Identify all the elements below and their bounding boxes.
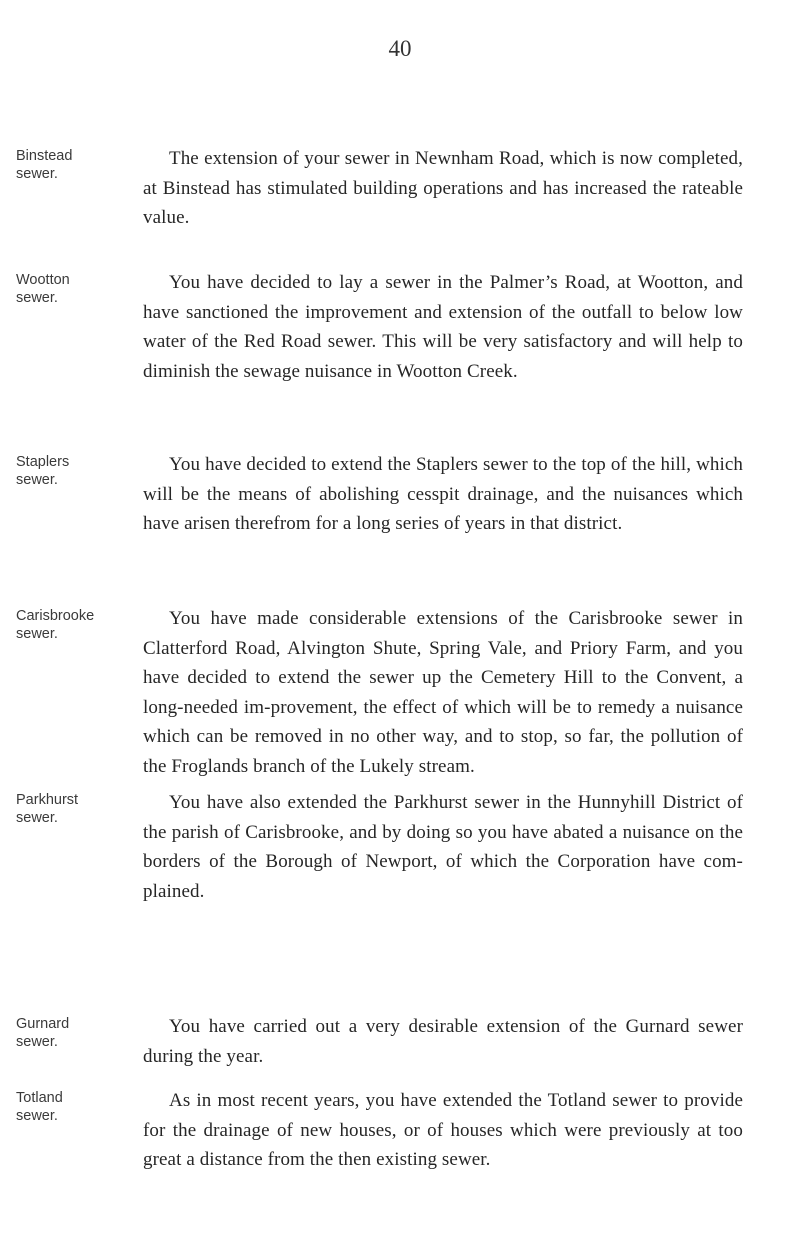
margin-note-line: sewer. [16,626,58,642]
margin-note-line: Staplers [16,454,70,470]
margin-note-line: sewer. [16,1034,58,1050]
margin-note-line: Carisbrooke [16,608,95,624]
margin-note [16,271,130,307]
margin-note-line: Gurnard [16,1016,70,1032]
margin-note-line: sewer. [16,1108,58,1124]
margin-note-line: sewer. [16,290,58,306]
margin-note [16,1089,130,1125]
body-paragraph: You have decided to lay a sewer in the Palmer’s Road, at Wootton, and have sanctioned the improvement and extension of the outfall to below low water of the Red Road sewer. This will be very satisfactory and will help to diminish the sewage nuisance in Wootton Creek. [143,272,743,382]
margin-note-line: sewer. [16,810,58,826]
margin-note-line: Binstead [16,148,73,164]
body-paragraph: You have carried out a very desirable extension of the Gurnard sewer during the year. [143,1016,743,1067]
margin-note [16,791,130,827]
margin-note [16,607,130,643]
margin-note [16,1015,130,1051]
body-paragraph: The extension of your sewer in Newnham Road, which is now completed, at Binstead has stimulated building operations and has increased the rateable value. [143,148,743,228]
margin-note-line: Parkhurst [16,792,79,808]
margin-note-line: Wootton [16,272,70,288]
margin-note [16,453,130,489]
page-number: 40 [388,36,412,61]
body-paragraph: You have decided to extend the Staplers sewer to the top of the hill, which will be the means of abolishing cesspit drainage, and the nuisances which have arisen therefrom for a long series of years in that district. [143,454,743,534]
margin-note [16,147,130,183]
margin-note-line: Totland [16,1090,63,1106]
body-paragraph: You have also extended the Parkhurst sewer in the Hunnyhill District of the parish of Carisbrooke, and by doing so you have abated a nuisance on the borders of the Borough of Newport, of which the Corporation have com-plained. [143,792,743,902]
body-paragraph: As in most recent years, you have extended the Totland sewer to provide for the drainage of new houses, or of houses which were previously at too great a distance from the then existing sewer. [143,1090,743,1170]
margin-note-line: sewer. [16,166,58,182]
margin-note-line: sewer. [16,472,58,488]
body-paragraph: You have made considerable extensions of the Carisbrooke sewer in Clatterford Road, Alvington Shute, Spring Vale, and Priory Farm, and you have decided to extend the sewer up the Cemetery Hill to the Convent, a long-needed im-provement, the effect of which will be to remedy a nuisance which can be removed in no other way, and to stop, so far, the pollution of the Froglands branch of the Lukely stream. [143,608,743,777]
